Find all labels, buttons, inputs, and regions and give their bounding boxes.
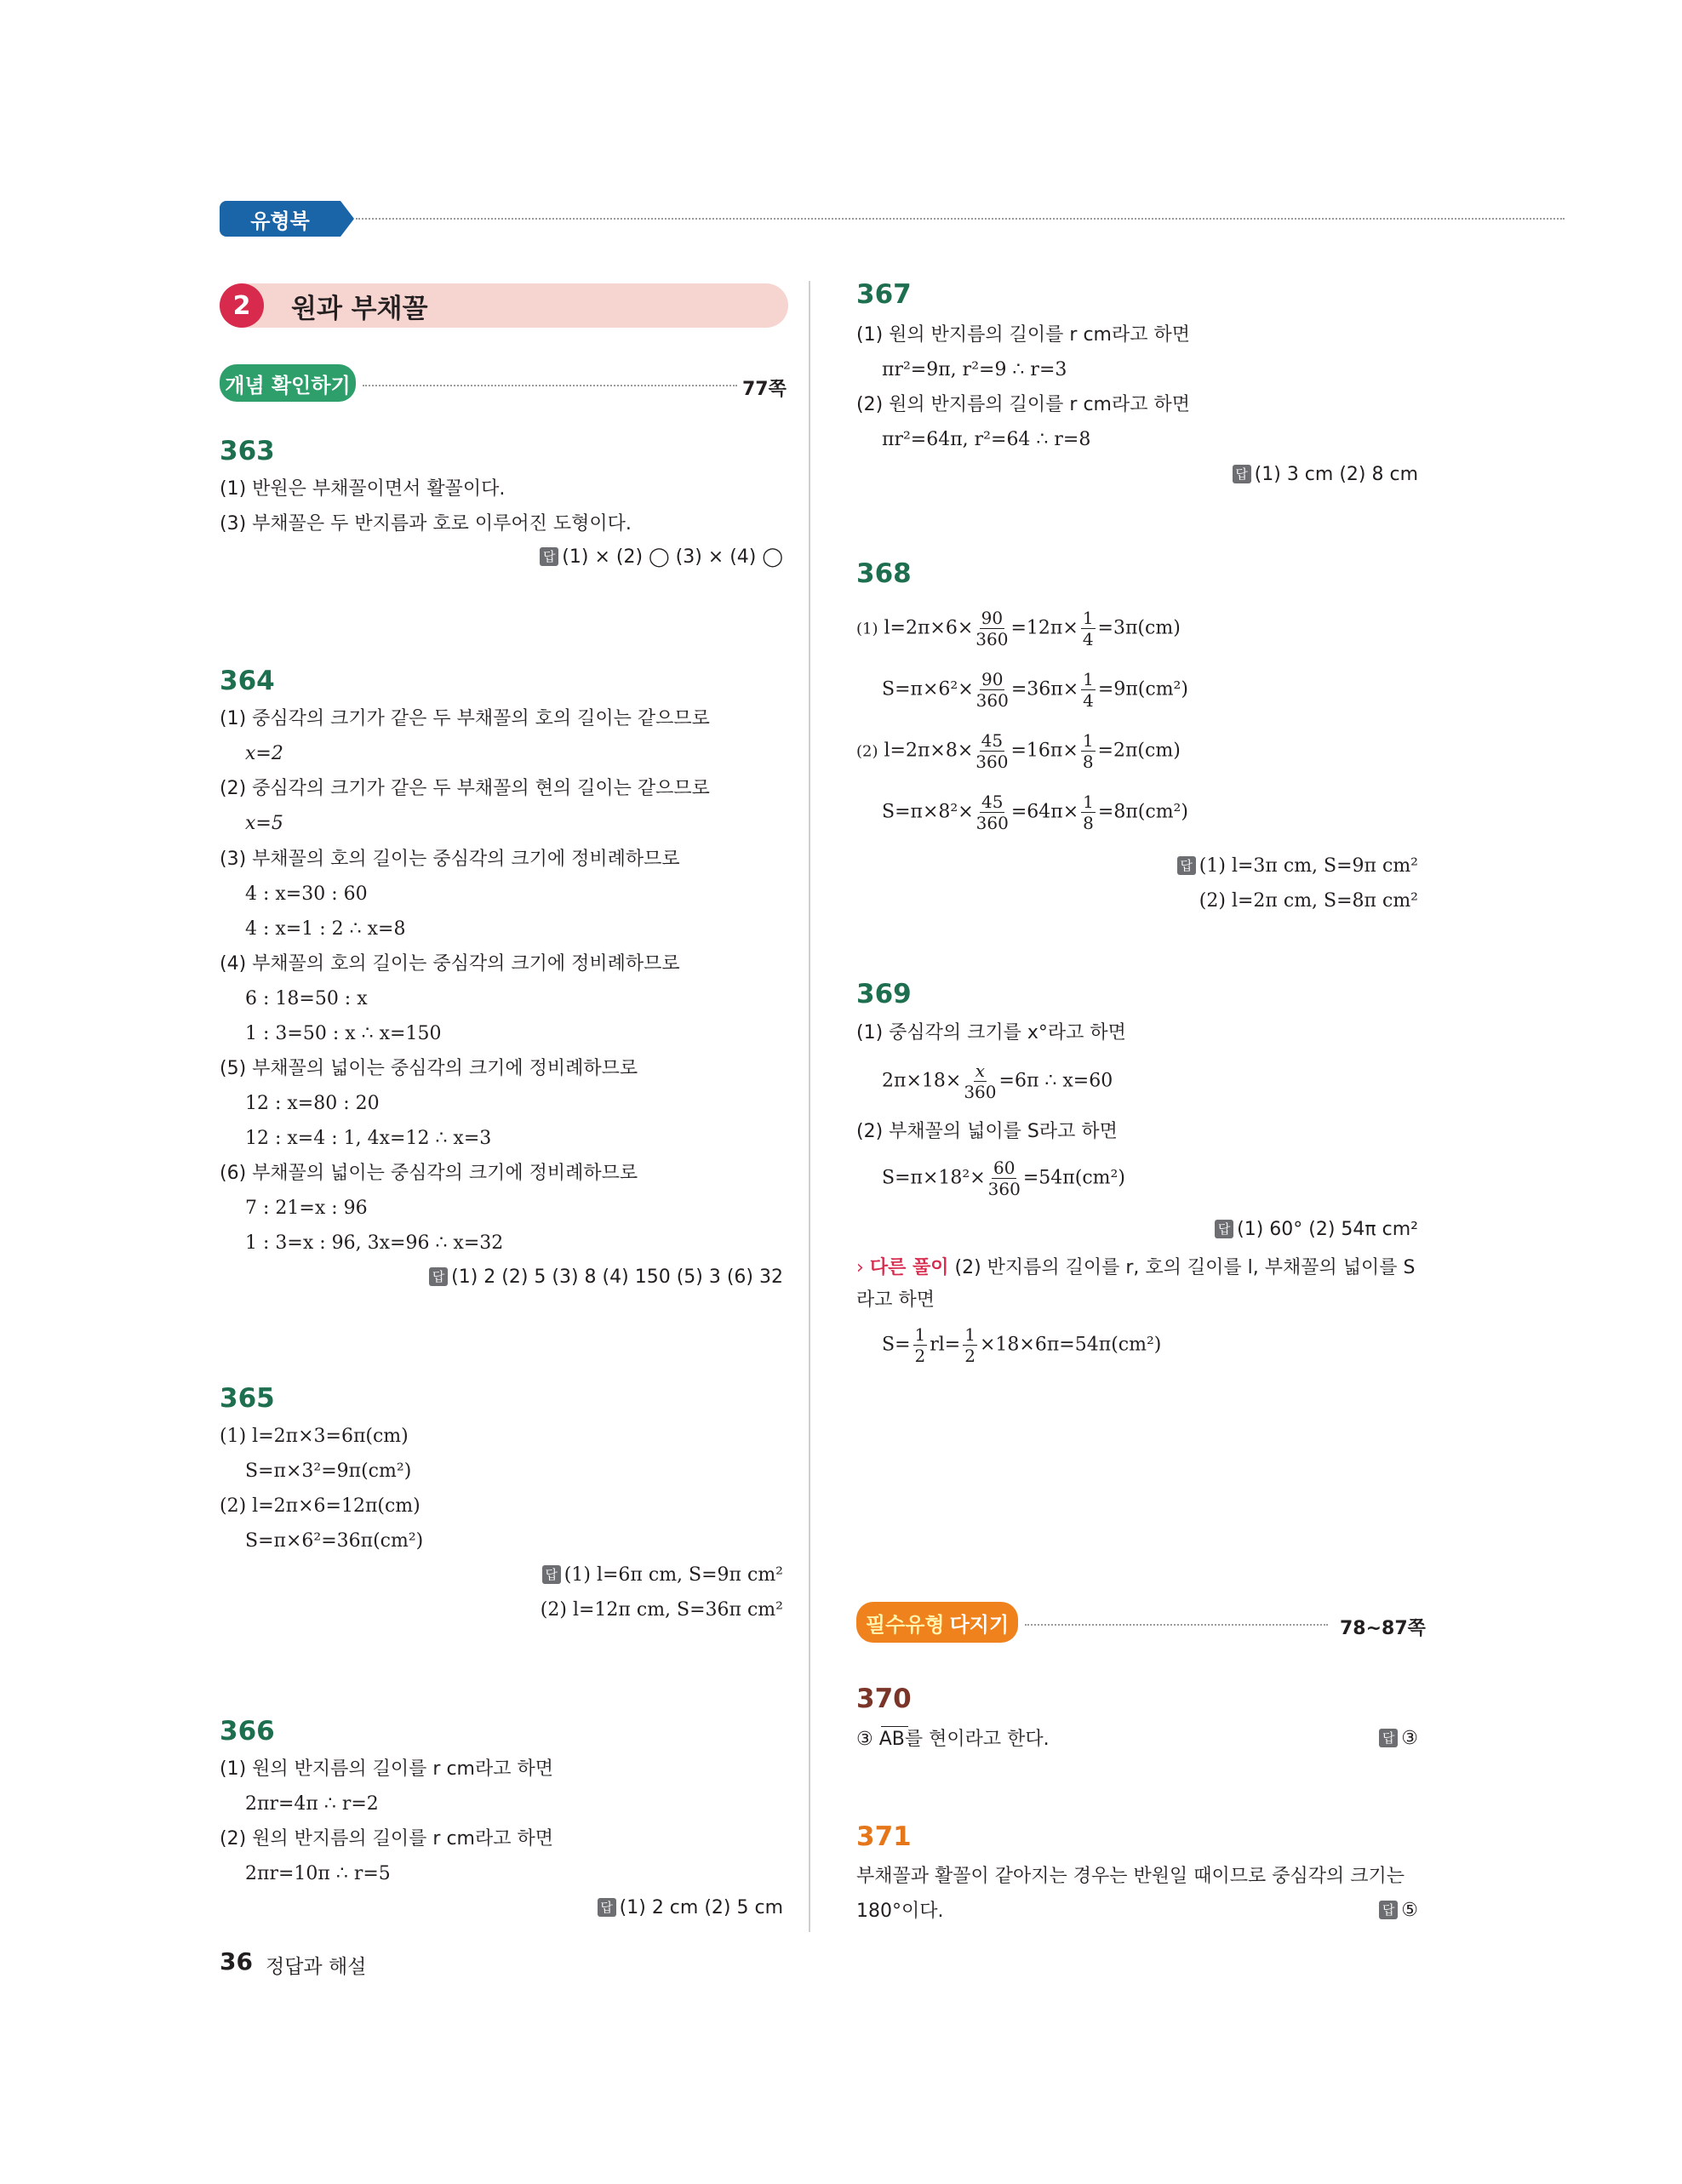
solution-line: πr²=9π, r²=9 ∴ r=3 — [882, 359, 1067, 380]
question-number-370: 370 — [856, 1684, 912, 1714]
fraction: $\frac{90}{360}$ — [975, 669, 1009, 711]
fraction: $\frac{1}{2}$ — [964, 1324, 975, 1366]
solution-line: (1) 원의 반지름의 길이를 r cm라고 하면 — [220, 1758, 553, 1780]
alternative-solution — [856, 1253, 1415, 1279]
answer-mark-icon: 답 — [540, 547, 558, 566]
solution-line: 7 : 21=x : 96 — [245, 1198, 368, 1219]
solution-line: (5) 부채꼴의 넓이는 중심각의 크기에 정비례하므로 — [220, 1058, 638, 1079]
solution-line: πr²=64π, r²=64 ∴ r=8 — [882, 429, 1091, 450]
solution-line: 라고 하면 — [856, 1289, 935, 1311]
answer-mark-icon: 답 — [1379, 1729, 1398, 1747]
fraction: $\frac{90}{360}$ — [975, 608, 1009, 649]
answer-368-2: (2) l=2π cm, S=8π cm² — [1199, 890, 1418, 912]
solution-line: 12 : x=80 : 20 — [245, 1093, 380, 1114]
fraction: $\frac{45}{360}$ — [975, 792, 1009, 833]
answer-mark-icon: 답 — [598, 1898, 616, 1917]
solution-line: (2) l=2π×6=12π(cm) — [220, 1495, 420, 1517]
solution-line: (6) 부채꼴의 넓이는 중심각의 크기에 정비례하므로 — [220, 1163, 638, 1184]
answer-text: (1) l=3π cm, S=9π cm² — [1199, 855, 1418, 877]
answer-mark-icon: 답 — [429, 1267, 448, 1286]
column-divider — [809, 281, 810, 1932]
answer-365-2: (2) l=12π cm, S=36π cm² — [540, 1599, 783, 1621]
header-divider — [356, 218, 1565, 220]
concept-divider — [363, 385, 737, 386]
overline-bar — [881, 1726, 908, 1727]
tip-text: (2) 반지름의 길이를 r, 호의 길이를 l, 부채꼴의 넓이를 S — [954, 1257, 1416, 1278]
answer-371 — [1379, 1900, 1418, 1921]
solution-line: 12 : x=4 : 1, 4x=12 ∴ x=3 — [245, 1128, 492, 1149]
answer-text: (1) 2 cm (2) 5 cm — [619, 1897, 783, 1918]
answer-368-1 — [1177, 855, 1418, 877]
answer-365-1 — [542, 1564, 783, 1586]
solution-line: (1) 중심각의 크기를 x°라고 하면 — [856, 1022, 1126, 1043]
fraction: $\frac{1}{4}$ — [1082, 608, 1094, 649]
question-number-365: 365 — [220, 1383, 275, 1414]
solution-formula: S= $\frac{1}{2}$ rl= $\frac{1}{2}$ ×18×6π=54π(cm²) — [882, 1324, 1162, 1366]
answer-mark-icon: 답 — [1177, 856, 1196, 875]
concept-page: 77쪽 — [742, 379, 787, 400]
tip-label: 다른 풀이 — [869, 1257, 949, 1278]
answer-370 — [1379, 1728, 1418, 1749]
answer-text: (1) 60° (2) 54π cm² — [1237, 1219, 1418, 1240]
solution-formula: S=π×18²× $\frac{60}{360}$ =54π(cm²) — [882, 1158, 1125, 1199]
answer-text: (1) × (2) ◯ (3) × (4) ◯ — [562, 546, 783, 568]
solution-line: 2πr=10π ∴ r=5 — [245, 1863, 391, 1884]
solution-line: x=2 — [245, 743, 283, 764]
solution-line: (1) 중심각의 크기가 같은 두 부채꼴의 호의 길이는 같으므로 — [220, 708, 710, 729]
solution-formula: 2π×18× $\frac{x}{360}$ =6π ∴ x=60 — [882, 1061, 1113, 1102]
answer-text: (1) 2 (2) 5 (3) 8 (4) 150 (5) 3 (6) 32 — [451, 1266, 783, 1288]
answer-364 — [429, 1266, 783, 1288]
solution-line: 2πr=4π ∴ r=2 — [245, 1793, 379, 1815]
solution-line: (2) 원의 반지름의 길이를 r cm라고 하면 — [220, 1828, 553, 1850]
solution-line: (1) 원의 반지름의 길이를 r cm라고 하면 — [856, 324, 1190, 346]
answer-366 — [598, 1897, 783, 1918]
solution-line: (4) 부채꼴의 호의 길이는 중심각의 크기에 정비례하므로 — [220, 953, 680, 975]
solution-line: 1 : 3=x : 96, 3x=96 ∴ x=32 — [245, 1232, 504, 1254]
must-badge-b: 다지기 — [949, 1612, 1010, 1637]
solution-line: 180°이다. — [856, 1901, 944, 1922]
must-page: 78~87쪽 — [1340, 1618, 1426, 1639]
fraction: $\frac{x}{360}$ — [964, 1061, 997, 1102]
fraction: $\frac{1}{8}$ — [1083, 792, 1094, 833]
fraction: $\frac{1}{8}$ — [1082, 730, 1094, 772]
solution-line: S=π×6²=36π(cm²) — [245, 1530, 424, 1552]
solution-line: 1 : 3=50 : x ∴ x=150 — [245, 1023, 442, 1044]
answer-text: ⑤ — [1401, 1900, 1418, 1921]
question-number-363: 363 — [220, 436, 275, 466]
solution-line: (3) 부채꼴의 호의 길이는 중심각의 크기에 정비례하므로 — [220, 849, 680, 870]
answer-363 — [540, 546, 783, 568]
concept-badge: 개념 확인하기 — [220, 364, 356, 402]
solution-line: 4 : x=30 : 60 — [245, 883, 368, 905]
section-title: 원과 부채꼴 — [291, 294, 428, 324]
answer-mark-icon: 답 — [1215, 1220, 1233, 1238]
must-badge — [856, 1602, 1018, 1643]
solution-line: 6 : 18=50 : x — [245, 988, 368, 1009]
must-badge-a: 필수유형 — [865, 1612, 945, 1637]
answer-mark-icon: 답 — [1379, 1901, 1398, 1919]
question-number-369: 369 — [856, 979, 912, 1009]
answer-mark-icon: 답 — [1233, 465, 1251, 483]
solution-line: 부채꼴과 활꼴이 같아지는 경우는 반원일 때이므로 중심각의 크기는 — [856, 1866, 1405, 1887]
solution-formula: S=π×8²× $\frac{45}{360}$ =64π× $\frac{1}{8}$ =8π(cm²) — [882, 792, 1188, 833]
answer-367 — [1233, 464, 1418, 485]
fraction: $\frac{45}{360}$ — [975, 730, 1009, 772]
book-tab: 유형북 — [220, 201, 340, 237]
question-number-368: 368 — [856, 558, 912, 589]
page-number: 36 — [220, 1947, 253, 1975]
solution-formula: S=π×6²× $\frac{90}{360}$ =36π× $\frac{1}{4}$ =9π(cm²) — [882, 669, 1188, 711]
answer-text: (1) 3 cm (2) 8 cm — [1254, 464, 1418, 485]
must-divider — [1025, 1624, 1328, 1626]
solution-line: (1) l=2π×3=6π(cm) — [220, 1426, 409, 1447]
answer-369 — [1215, 1219, 1418, 1240]
footer-label: 정답과 해설 — [266, 1956, 367, 1978]
solution-formula: (2) l=2π×8× $\frac{45}{360}$ =16π× $\frac{1}{8}$ =2π(cm) — [856, 730, 1181, 772]
solution-line: (1) 반원은 부채꼴이면서 활꼴이다. — [220, 478, 506, 500]
solution-line: S=π×3²=9π(cm²) — [245, 1461, 412, 1482]
solution-line: 4 : x=1 : 2 ∴ x=8 — [245, 918, 406, 940]
answer-mark-icon: 답 — [542, 1565, 561, 1584]
solution-line: (2) 중심각의 크기가 같은 두 부채꼴의 현의 길이는 같으므로 — [220, 778, 710, 799]
arrow-right-icon: › — [856, 1257, 864, 1278]
fraction: $\frac{1}{2}$ — [914, 1324, 926, 1366]
solution-line: (2) 부채꼴의 넓이를 S라고 하면 — [856, 1121, 1118, 1142]
answer-text: (1) l=6π cm, S=9π cm² — [564, 1564, 783, 1586]
solution-line: x=5 — [245, 813, 283, 834]
question-number-366: 366 — [220, 1716, 275, 1747]
answer-text: ③ — [1401, 1728, 1418, 1749]
solution-line: ③ AB를 현이라고 한다. — [856, 1729, 1050, 1750]
solution-line: (2) 원의 반지름의 길이를 r cm라고 하면 — [856, 394, 1190, 415]
solution-line: (3) 부채꼴은 두 반지름과 호로 이루어진 도형이다. — [220, 513, 632, 535]
question-number-367: 367 — [856, 279, 912, 310]
fraction: $\frac{60}{360}$ — [987, 1158, 1021, 1199]
question-number-371: 371 — [856, 1821, 912, 1852]
question-number-364: 364 — [220, 666, 275, 696]
solution-formula: (1) l=2π×6× $\frac{90}{360}$ =12π× $\frac{1}{4}$ =3π(cm) — [856, 608, 1181, 649]
section-number: 2 — [220, 283, 264, 328]
fraction: $\frac{1}{4}$ — [1083, 669, 1094, 711]
